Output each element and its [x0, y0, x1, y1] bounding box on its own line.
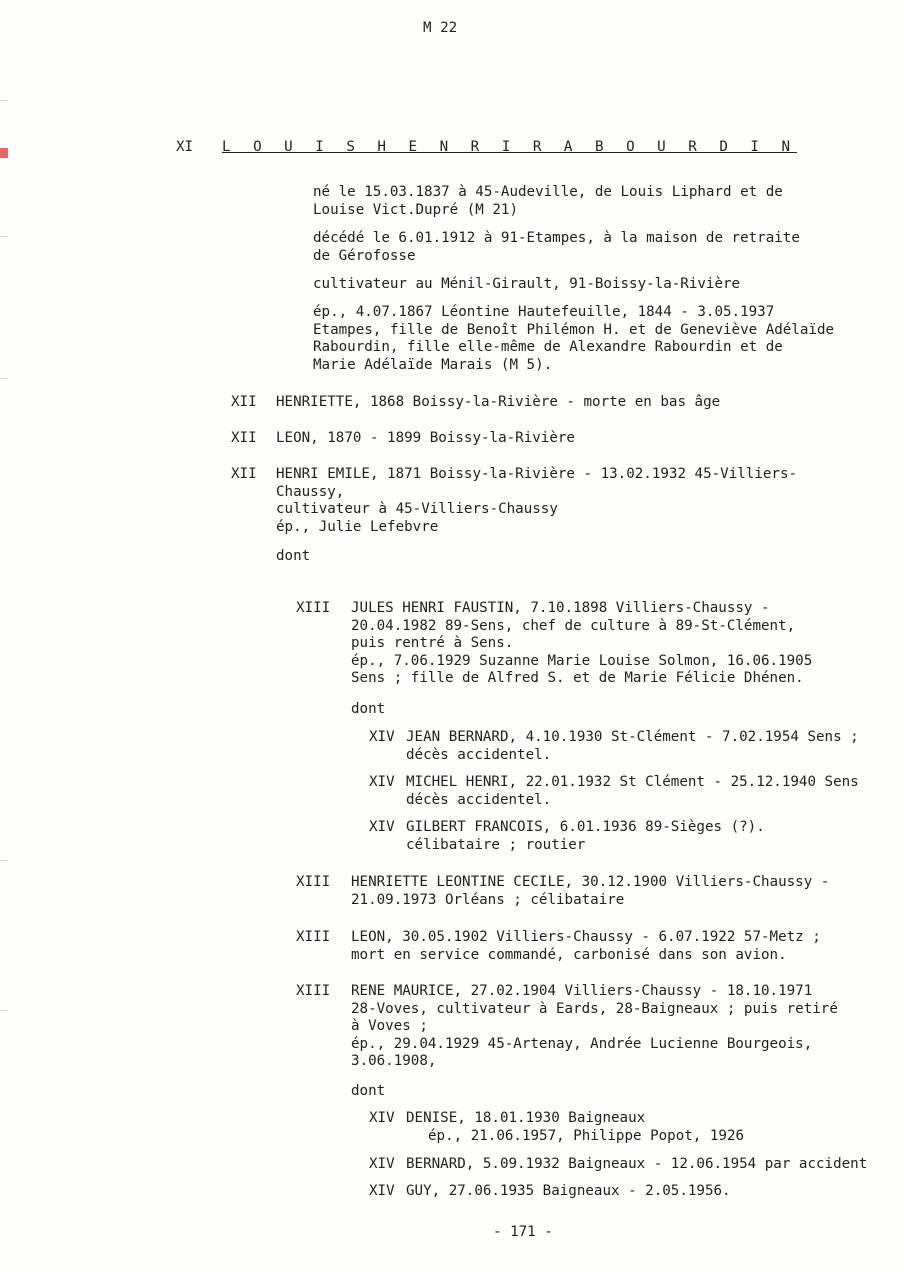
child-generation: XII — [231, 466, 257, 482]
dont-label: dont — [351, 1083, 386, 1099]
grandchild-entry: RENE MAURICE, 27.02.1904 Villiers-Chaussy - 18.10.1971 28-Voves, cultivateur à Eards, 28-Baigneaux ; puis retiré à Voves ; ép., 29.04.1929 45-Artenay, Andrée Lucienne Bourgeois, 3.06.1908, — [351, 983, 838, 1070]
great-grandchild-generation: XIV — [369, 1110, 395, 1126]
grandchild-generation: XIII — [296, 874, 331, 890]
child-generation: XII — [231, 430, 257, 446]
scan-margin-line — [0, 378, 8, 379]
grandchild-generation: XIII — [296, 600, 331, 616]
page-code: M 22 — [423, 20, 458, 36]
main-entry-name: L O U I S H E N R I R A B O U R D I N — [222, 139, 798, 155]
great-grandchild-entry: BERNARD, 5.09.1932 Baigneaux - 12.06.1954 par accident — [406, 1156, 868, 1172]
scan-margin-line — [0, 860, 8, 861]
great-grandchild-generation: XIV — [369, 729, 395, 745]
great-grandchild-generation: XIV — [369, 1156, 395, 1172]
great-grandchild-entry: DENISE, 18.01.1930 Baigneaux ép., 21.06.1957, Philippe Popot, 1926 — [406, 1110, 745, 1144]
great-grandchild-generation: XIV — [369, 819, 395, 835]
great-grandchild-entry: MICHEL HENRI, 22.01.1932 St Clément - 25.12.1940 Sens décès accidentel. — [406, 774, 859, 808]
great-grandchild-entry: JEAN BERNARD, 4.10.1930 St-Clément - 7.02.1954 Sens ; décès accidentel. — [406, 729, 859, 763]
great-grandchild-generation: XIV — [369, 774, 395, 790]
scan-margin-line — [0, 236, 8, 237]
main-entry-marriage: ép., 4.07.1867 Léontine Hautefeuille, 1844 - 3.05.1937 Etampes, fille de Benoît Philémon H. et de Geneviève Adélaïde Rabourdin, fille elle-même de Alexandre Rabourdin et de Marie Adélaïde Marais (M 5). — [313, 304, 835, 373]
great-grandchild-generation: XIV — [369, 1183, 395, 1199]
main-entry-occupation: cultivateur au Ménil-Girault, 91-Boissy-la-Rivière — [313, 276, 741, 292]
child-entry: HENRI EMILE, 1871 Boissy-la-Rivière - 13.02.1932 45-Villiers- Chaussy, cultivateur à 45-Villiers-Chaussy ép., Julie Lefebvre — [276, 466, 798, 535]
main-entry-birth: né le 15.03.1837 à 45-Audeville, de Louis Liphard et de Louise Vict.Dupré (M 21) — [313, 184, 783, 218]
scan-margin-line — [0, 100, 8, 101]
main-entry-death: décédé le 6.01.1912 à 91-Etampes, à la maison de retraite de Gérofosse — [313, 230, 800, 264]
grandchild-generation: XIII — [296, 929, 331, 945]
dont-label: dont — [276, 548, 311, 564]
child-generation: XII — [231, 394, 257, 410]
scan-margin-line — [0, 1010, 8, 1011]
main-entry-generation: XI — [176, 139, 194, 155]
child-entry: HENRIETTE, 1868 Boissy-la-Rivière - morte en bas âge — [276, 394, 721, 410]
grandchild-entry: JULES HENRI FAUSTIN, 7.10.1898 Villiers-Chaussy - 20.04.1982 89-Sens, chef de culture à 89-St-Clément, puis rentré à Sens. ép., 7.06.1929 Suzanne Marie Louise Solmon, 16.06.1905 Sens ; fille de Alfred S. et de Marie Félicie Dhénen. — [351, 600, 813, 687]
grandchild-entry: LEON, 30.05.1902 Villiers-Chaussy - 6.07.1922 57-Metz ; mort en service commandé, carbonisé dans son avion. — [351, 929, 821, 963]
dont-label: dont — [351, 701, 386, 717]
grandchild-entry: HENRIETTE LEONTINE CECILE, 30.12.1900 Villiers-Chaussy - 21.09.1973 Orléans ; célibataire — [351, 874, 830, 908]
great-grandchild-entry: GUY, 27.06.1935 Baigneaux - 2.05.1956. — [406, 1183, 731, 1199]
grandchild-generation: XIII — [296, 983, 331, 999]
page-number: - 171 - — [493, 1224, 553, 1240]
child-entry: LEON, 1870 - 1899 Boissy-la-Rivière — [276, 430, 575, 446]
great-grandchild-entry: GILBERT FRANCOIS, 6.01.1936 89-Sièges (?). célibataire ; routier — [406, 819, 765, 853]
scan-margin-mark — [0, 148, 8, 158]
